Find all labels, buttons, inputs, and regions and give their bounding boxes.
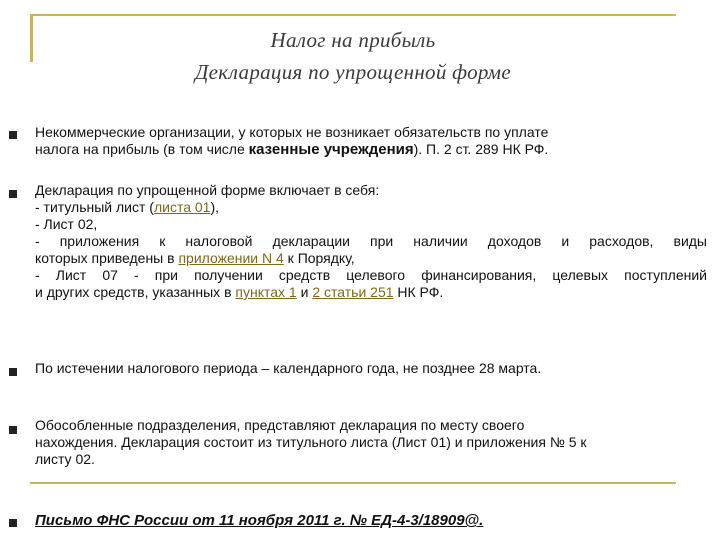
- list-item-4: [35, 417, 707, 468]
- item-2-line-6: - Лист 07 - при получении средств целевого финансирования, целевых поступлений: [35, 267, 707, 283]
- item-2-text-end: ),: [210, 199, 220, 215]
- item-2-line-4: - приложения к налоговой декларации при наличии доходов и расходов, виды: [35, 233, 707, 249]
- link-appendix-4[interactable]: приложении N 4: [178, 250, 284, 266]
- item-2-text-7-mid: и: [296, 284, 313, 300]
- list-item-2: [35, 182, 707, 301]
- list-item-1: [35, 124, 707, 158]
- item-2-text: - титульный лист (: [35, 199, 154, 215]
- bullet-square-icon: [9, 368, 17, 376]
- item-4-line-3: листу 02.: [35, 451, 95, 467]
- link-list-01[interactable]: листа 01: [153, 199, 211, 215]
- item-1-text-end: ). П. 2 ст. 289 НК РФ.: [413, 141, 549, 157]
- item-2-line-7: [35, 284, 707, 301]
- link-article-251[interactable]: 2 статьи 251: [312, 284, 394, 300]
- item-1-bold-text: казенные учреждения: [248, 141, 414, 158]
- item-2-text-5-end: к Порядку,: [283, 250, 355, 266]
- item-2-text-7: и других средств, указанных в: [35, 284, 236, 300]
- bullet-square-icon: [9, 426, 17, 434]
- title-line-2: Декларация по упрощенной форме: [194, 60, 511, 84]
- bullet-square-icon: [9, 519, 17, 527]
- item-2-line-3: - Лист 02,: [35, 216, 98, 232]
- item-3-line-1: По истечении налогового периода – календарного года, не позднее 28 марта.: [35, 360, 542, 376]
- page-title: [30, 24, 676, 88]
- bullet-square-icon: [9, 190, 17, 198]
- item-1-text: налога на прибыль (в том числе: [35, 141, 249, 157]
- bottom-divider: [30, 482, 676, 484]
- title-frame-top: [30, 14, 676, 16]
- link-paragraph-1[interactable]: пунктах 1: [235, 284, 297, 300]
- item-4-line-2: нахождения. Декларация состоит из титульного листа (Лист 01) и приложения № 5 к: [35, 434, 587, 450]
- item-2-line-2: [35, 199, 707, 216]
- item-1-line-2: [35, 141, 707, 158]
- title-line-1: Налог на прибыль: [270, 28, 436, 52]
- item-2-line-1: Декларация по упрощенной форме включает в себя:: [35, 182, 380, 198]
- item-2-text-7-end: НК РФ.: [393, 284, 444, 300]
- item-5-reference-link[interactable]: Письмо ФНС России от 11 ноября 2011 г. № ЕД-4-3/18909@.: [35, 512, 484, 529]
- bullet-square-icon: [9, 131, 17, 139]
- item-4-line-1: Обособленные подразделения, представляют декларация по месту своего: [35, 417, 525, 433]
- item-2-text-5: которых приведены в: [35, 250, 179, 266]
- list-item-5: [35, 512, 707, 529]
- item-1-line-1: Некоммерческие организации, у которых не возникает обязательств по уплате: [35, 124, 549, 140]
- list-item-3: [35, 360, 707, 377]
- item-2-line-5: [35, 250, 707, 267]
